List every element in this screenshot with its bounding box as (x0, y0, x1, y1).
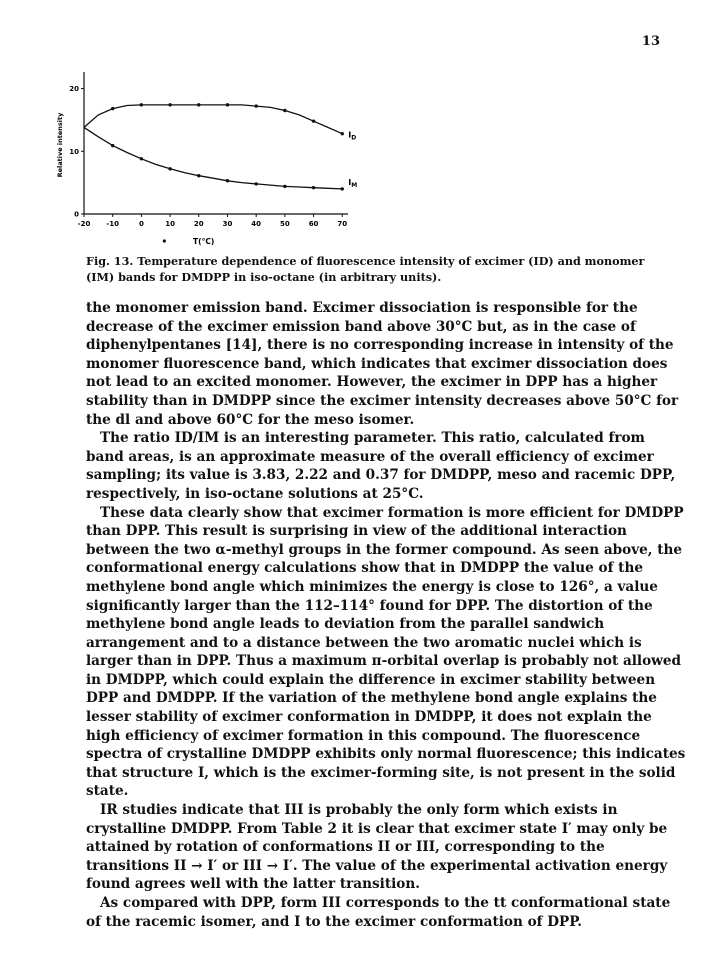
data-point (111, 107, 114, 110)
data-point (283, 109, 286, 112)
x-tick-label: 10 (165, 220, 175, 228)
data-point (168, 167, 171, 170)
data-point (312, 186, 315, 189)
data-point (283, 185, 286, 188)
x-axis-label: T(°C) (193, 237, 215, 246)
caption-label: Fig. 13. (86, 254, 134, 268)
y-tick-label: 20 (69, 85, 79, 94)
data-point (254, 182, 257, 185)
data-point (226, 103, 229, 106)
x-tick-label: 0 (138, 220, 144, 228)
data-point (140, 157, 143, 160)
caption-text: Temperature dependence of fluorescence intensity of excimer (ID) and monomer (IM) bands for DMDPP in iso-octane (in arbitrary units). (86, 254, 645, 284)
paragraph-5: As compared with DPP, form III corresponds to the tt conformational state of the racemic isomer, and I to the excimer conformation of DPP. (86, 895, 671, 930)
data-point (168, 103, 171, 106)
data-point (254, 104, 257, 107)
data-point (197, 103, 200, 106)
page-number: 13 (641, 34, 660, 49)
data-point (111, 144, 114, 147)
series-line-1 (84, 127, 342, 188)
series-label: $I_D$ (348, 130, 357, 142)
x-tick-label: 20 (193, 220, 204, 228)
x-tick-label: 50 (279, 220, 290, 228)
paragraph-2: The ratio ID/IM is an interesting parameter. This ratio, calculated from band areas, is an approximate measure of the overall efficiency of excimer sampling; its value is 3.83, 2.22 and 0.37 for DMDPP, meso and racemic DPP, respectively, in iso-octane solutions at 25°C. (86, 430, 676, 502)
paragraph-4: IR studies indicate that III is probably the only form which exists in crystalline DMDPP. From Table 2 it is clear that excimer state I′ may only be attained by rotation of conformations II or III, corresponding to the transitions II → I′ or III → I′. The value of the experimental activation energy found agrees well with the latter transition. (86, 802, 668, 893)
body-text (86, 299, 686, 931)
y-tick-label: 10 (69, 147, 79, 156)
y-tick-label: 0 (74, 210, 79, 219)
x-tick-label: -20 (77, 220, 91, 228)
x-tick-label: 60 (308, 220, 319, 228)
figure-caption (86, 253, 666, 285)
series-label: $I_M$ (348, 177, 358, 189)
data-point (140, 103, 143, 106)
x-tick-label: 70 (337, 220, 348, 228)
paragraph-3: These data clearly show that excimer formation is more efficient for DMDPP than DPP. This result is surprising in view of the additional interaction between the two α-methyl groups in the former compound. As seen above, the conformational energy calculations show that in DMDPP the value of the methylene bond angle which minimizes the energy is close to 126°, a value significantly larger than the 112–114° found for DPP. The distortion of the methylene bond angle leads to deviation from the parallel sandwich arrangement and to a distance between the two aromatic nuclei which is larger than in DPP. Thus a maximum π-orbital overlap is probably not allowed in DMDPP, which could explain the difference in excimer stability between DPP and DMDPP. If the variation of the methylene bond angle explains the lesser stability of excimer conformation in DMDPP, it does not explain the high efficiency of excimer formation in this compound. The fluorescence spectra of crystalline DMDPP exhibits only normal fluorescence; this indicates that structure I, which is the excimer-forming site, is not present in the solid state. (86, 504, 686, 800)
paragraph-1: the monomer emission band. Excimer dissociation is responsible for the decrease of the excimer emission band above 30°C but, as in the case of diphenylpentanes [14], there is no corresponding increase in intensity of the monomer fluorescence band, which indicates that excimer dissociation does not lead to an excited monomer. However, the excimer in DPP has a higher stability than in DMDPP since the excimer intensity decreases above 50°C for the dl and above 60°C for the meso isomer. (86, 300, 679, 428)
x-tick-label: 40 (251, 220, 262, 228)
data-point (226, 179, 229, 182)
figure-13-chart (40, 62, 380, 252)
data-point (312, 119, 315, 122)
x-axis-label-dot (163, 239, 166, 242)
data-point (341, 187, 344, 190)
series-line-0 (84, 105, 342, 134)
data-point (341, 132, 344, 135)
x-tick-label: -10 (106, 220, 120, 228)
chart-svg (40, 62, 380, 252)
y-axis-label: Relative intensity (56, 112, 64, 178)
data-point (197, 174, 200, 177)
x-tick-label: 30 (222, 220, 233, 228)
